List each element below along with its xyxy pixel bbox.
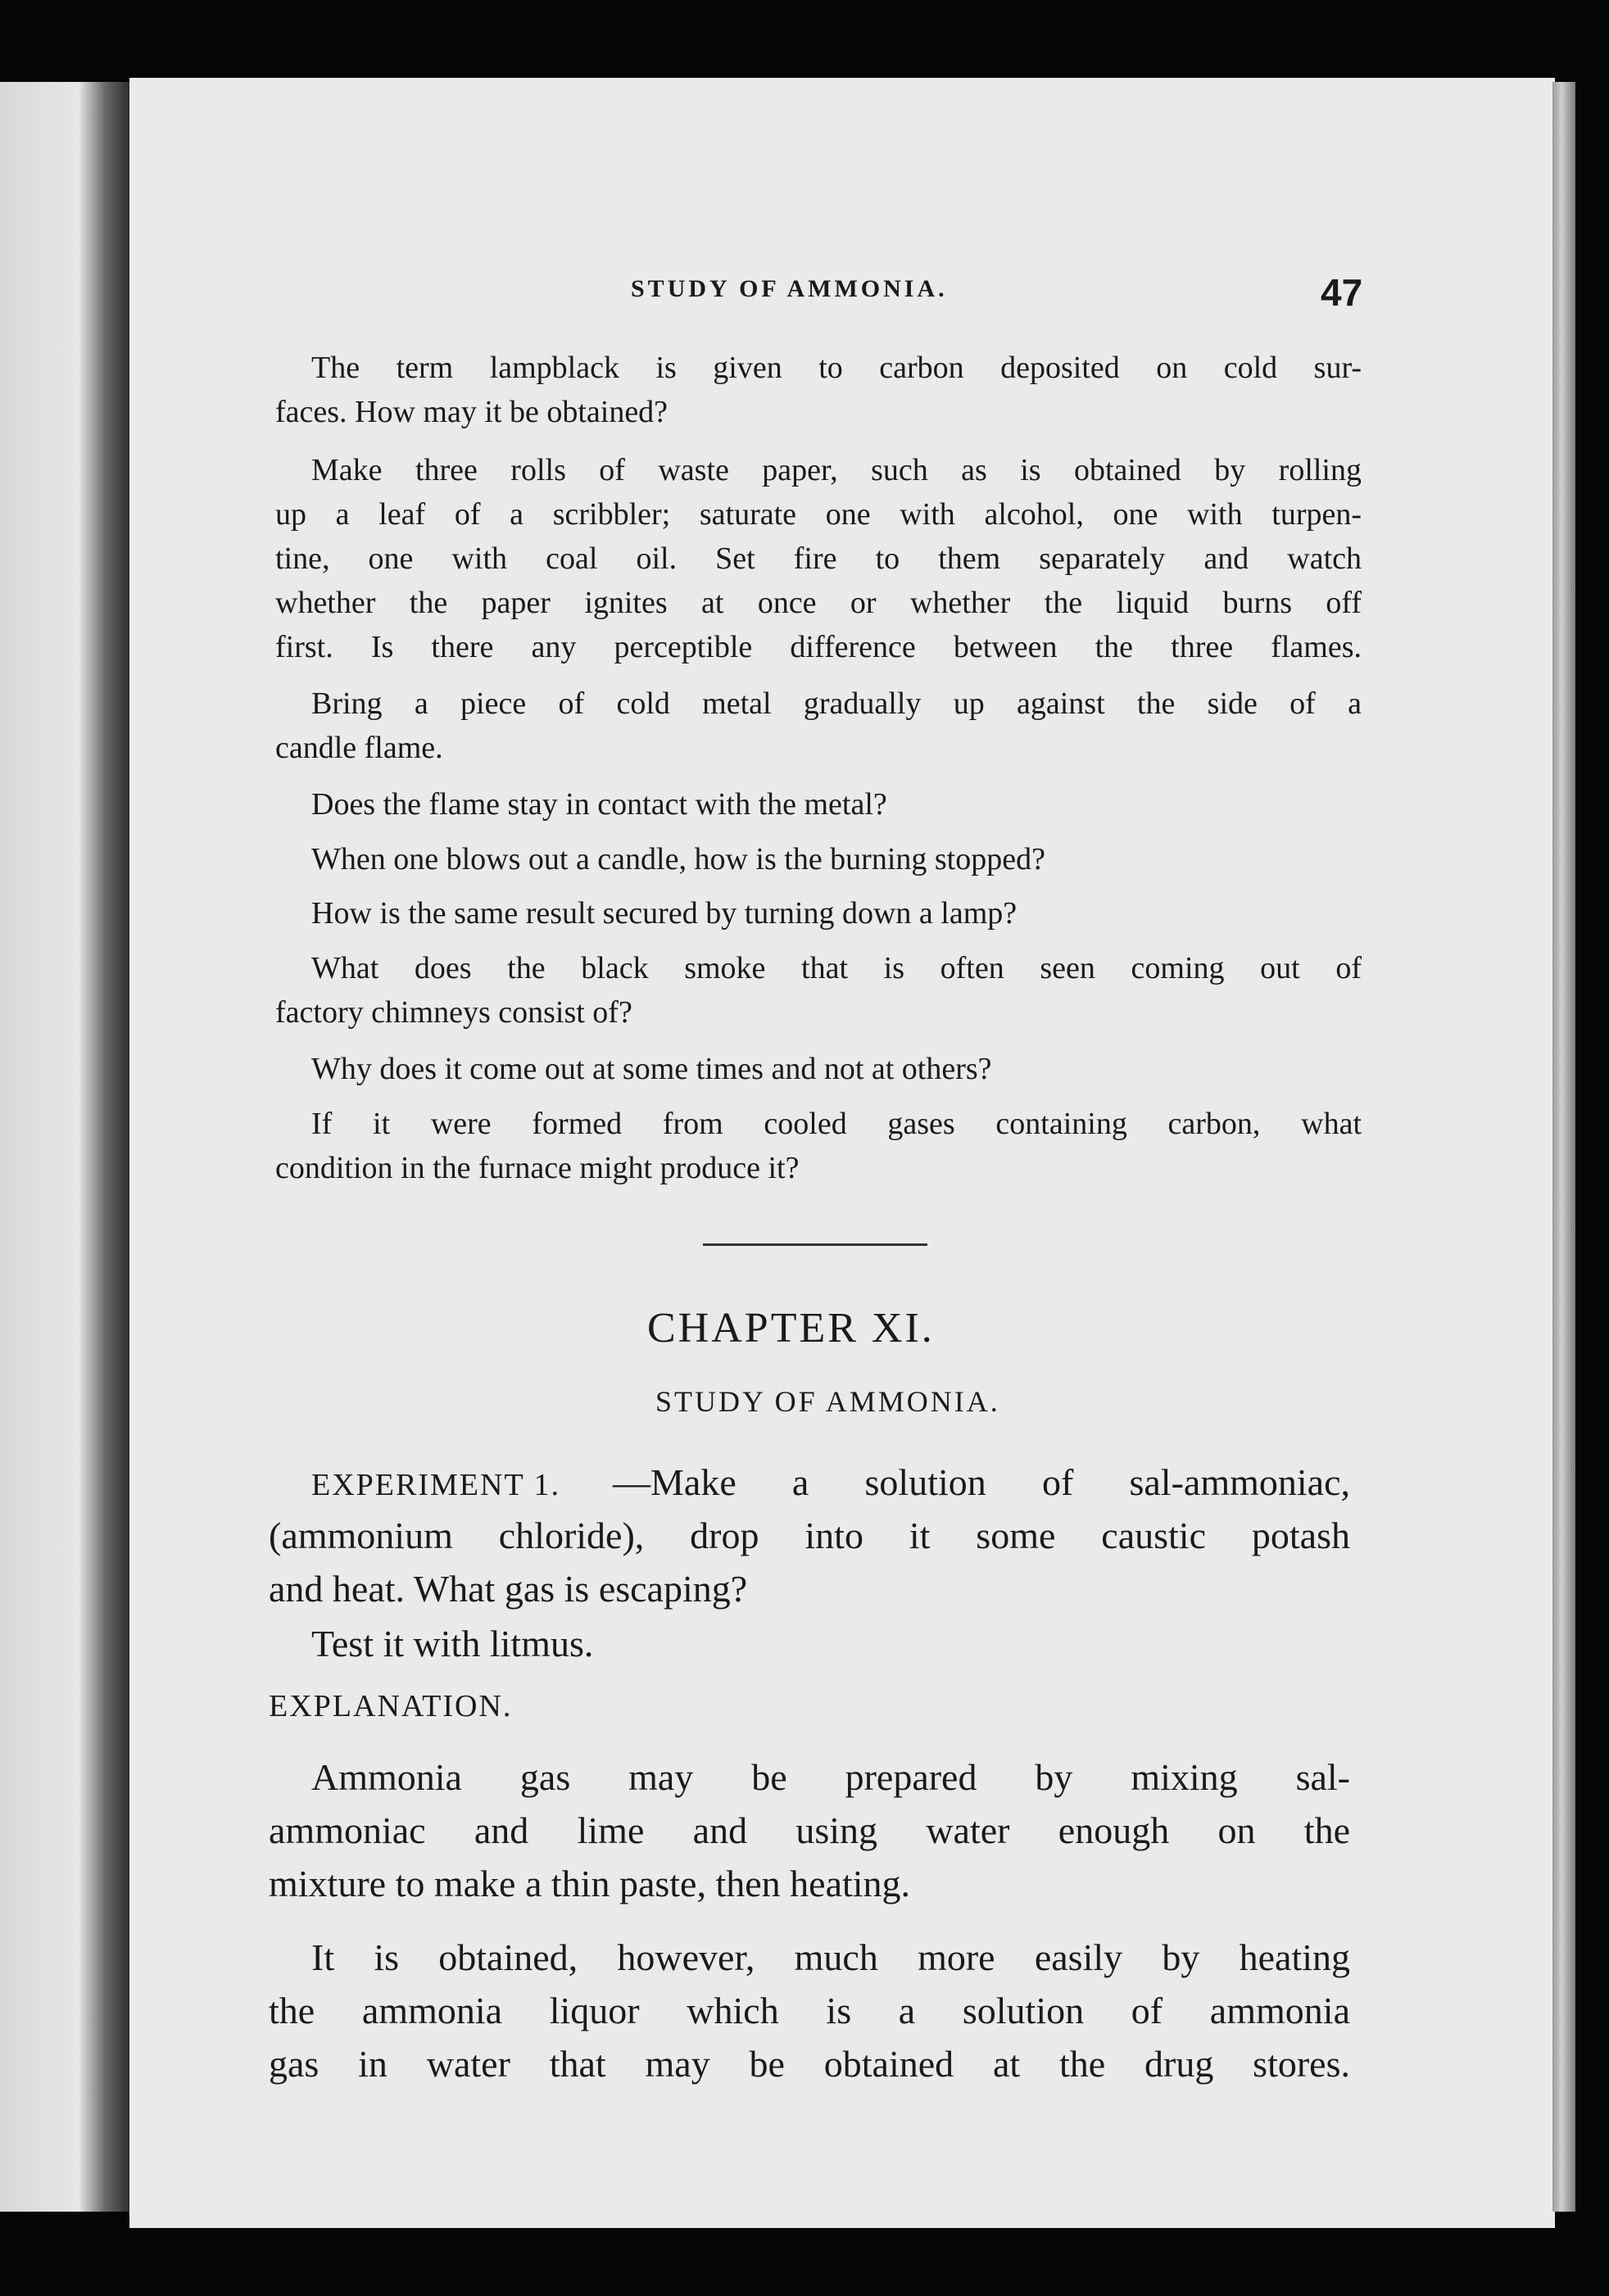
text-line: When one blows out a candle, how is the burning stopped? bbox=[311, 842, 1045, 876]
text-line: gas in water that may be obtained at the drug stores. bbox=[269, 2043, 1350, 2085]
text-line: How is the same result secured by turning down a lamp? bbox=[311, 896, 1018, 931]
chapter-number: CHAPTER XI. bbox=[647, 1305, 935, 1352]
experiment-label: EXPERIMENT 1. bbox=[311, 1468, 560, 1502]
text-line: The term lampblack is given to carbon deposited on cold sur- bbox=[311, 351, 1362, 385]
text-line: whether the paper ignites at once or whether the liquid burns off bbox=[275, 586, 1362, 620]
text-line: factory chimneys consist of? bbox=[275, 995, 632, 1030]
text-line: —Make a solution of sal-ammoniac, bbox=[613, 1461, 1350, 1503]
explanation-label: EXPLANATION. bbox=[269, 1689, 513, 1723]
text-line: ammoniac and lime and using water enough on the bbox=[269, 1809, 1350, 1851]
text-line: tine, one with coal oil. Set fire to them separately and watch bbox=[275, 541, 1362, 576]
chapter-title: STUDY OF AMMONIA. bbox=[655, 1385, 1000, 1418]
facing-page-edge bbox=[0, 82, 131, 2212]
text-line: Why does it come out at some times and not at others? bbox=[311, 1052, 992, 1086]
test-line: Test it with litmus. bbox=[311, 1623, 594, 1664]
text-line: and heat. What gas is escaping? bbox=[269, 1568, 748, 1610]
running-head: STUDY OF AMMONIA. bbox=[631, 275, 948, 302]
text-line: the ammonia liquor which is a solution of ammonia bbox=[269, 1990, 1350, 2031]
text-line: Ammonia gas may be prepared by mixing sal- bbox=[311, 1756, 1350, 1798]
text-line: first. Is there any perceptible difference between the three flames. bbox=[275, 630, 1362, 664]
text-line: faces. How may it be obtained? bbox=[275, 395, 669, 429]
text-line: (ammonium chloride), drop into it some caustic potash bbox=[269, 1515, 1350, 1556]
text-line: mixture to make a thin paste, then heating. bbox=[269, 1863, 911, 1904]
text-line: If it were formed from cooled gases containing carbon, what bbox=[311, 1107, 1362, 1141]
text-line: Bring a piece of cold metal gradually up against the side of a bbox=[311, 686, 1362, 721]
text-line: What does the black smoke that is often seen coming out of bbox=[311, 951, 1362, 985]
text-line: candle flame. bbox=[275, 731, 443, 765]
text-line: condition in the furnace might produce it? bbox=[275, 1151, 800, 1185]
text-line: Does the flame stay in contact with the metal? bbox=[311, 787, 887, 822]
section-divider bbox=[703, 1243, 927, 1246]
text-line: It is obtained, however, much more easily by heating bbox=[311, 1936, 1350, 1978]
text-line: Make three rolls of waste paper, such as is obtained by rolling bbox=[311, 453, 1362, 487]
text-line: up a leaf of a scribbler; saturate one with alcohol, one with turpen- bbox=[275, 497, 1362, 532]
page-edge-shadow bbox=[1552, 82, 1575, 2212]
page-number: 47 bbox=[1321, 271, 1363, 314]
